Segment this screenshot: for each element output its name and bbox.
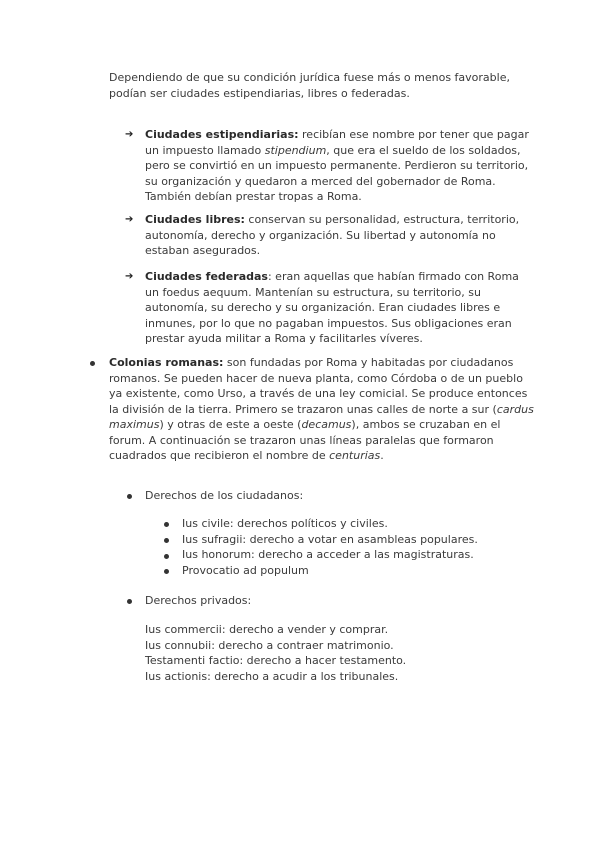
- federadas-text: : eran aquellas que habían firmado con Roma un foedus aequum. Mantenían su estructura, su territorio, su autonomía, su derecho y su organización. Eran ciudades libres e inmunes, por lo que no pagaban impuestos. Sus obligaciones eran prestar ayuda militar a Roma y facilitarles víveres.: [145, 270, 519, 345]
- colonias-italic-2: decamus: [301, 418, 352, 431]
- libres-text: conservan su personalidad, estructura, territorio, autonomía, derecho y organización. Su libertad y autonomía no estaban asegurados.: [145, 213, 520, 257]
- bullet-icon: [164, 538, 169, 543]
- estipendiarias-text-a: recibían ese nombre por tener que pagar un impuesto llamado: [145, 128, 529, 157]
- federadas-title: Ciudades federadas: [145, 270, 268, 283]
- estipendiarias-italic: stipendium: [264, 143, 327, 157]
- bullet-icon: [164, 569, 169, 574]
- colonias-paragraph: [109, 355, 534, 464]
- bullet-icon: [164, 522, 169, 527]
- colonias-italic-1: cardus maximus: [109, 402, 534, 431]
- colonias-text-b: ) y otras de este a oeste (: [159, 418, 302, 431]
- arrow-icon: ➔: [125, 271, 134, 282]
- colonias-title: Colonias romanas:: [109, 356, 224, 369]
- colonias-text-c: ), ambos se cruzaban en el forum. A continuación se trazaron unas líneas paralelas que formaron cuadrados que recibieron el nombre de: [109, 418, 501, 462]
- list-item-estipendiarias: [125, 127, 530, 205]
- libres-title: Ciudades libres:: [145, 213, 245, 226]
- intro-paragraph: Dependiendo de que su condición jurídica fuese más o menos favorable, podían ser ciudades estipendiarias, libres o federadas.: [109, 71, 510, 100]
- derechos-privados-title: Derechos privados:: [145, 594, 252, 607]
- derechos-privados-lines: [145, 622, 406, 684]
- bullet-icon: [164, 554, 169, 559]
- privado-line: Ius actionis: derecho a acudir a los tribunales.: [145, 669, 399, 683]
- arrow-icon: ➔: [125, 129, 134, 140]
- bullet-icon: [90, 361, 95, 366]
- list-item: Provocatio ad populum: [182, 564, 309, 577]
- list-item: Ius sufragii: derecho a votar en asambleas populares.: [182, 533, 478, 546]
- list-item-libres: [125, 212, 530, 259]
- colonias-italic-3: centurias: [329, 449, 381, 462]
- arrow-icon: ➔: [125, 214, 134, 225]
- privado-line: Ius connubii: derecho a contraer matrimonio.: [145, 638, 394, 652]
- privado-line: Testamenti factio: derecho a hacer testamento.: [145, 654, 407, 667]
- list-item-federadas: [125, 269, 530, 347]
- bullet-icon: [127, 494, 132, 499]
- colonias-text-a: son fundadas por Roma y habitadas por ciudadanos romanos. Se pueden hacer de nueva planta, como Córdoba o de un pueblo ya existente, como Urso, a través de una ley comicial. Se produce entonces la división de la tierra. Primero se trazaron unas calles de norte a sur (: [109, 356, 528, 416]
- list-item: Ius honorum: derecho a acceder a las magistraturas.: [182, 548, 474, 561]
- bullet-icon: [127, 599, 132, 604]
- colonias-text-d: .: [380, 449, 384, 462]
- derechos-ciudadanos-title: Derechos de los ciudadanos:: [145, 489, 304, 502]
- estipendiarias-text-b: , que era el sueldo de los soldados, pero se convirtió en un impuesto permanente. Perdieron su territorio, su organización y quedaron a merced del gobernador de Roma. También debían prestar tropas a Roma.: [145, 143, 529, 203]
- estipendiarias-title: Ciudades estipendiarias:: [145, 128, 299, 141]
- privado-line: Ius commercii: derecho a vender y comprar.: [145, 623, 389, 636]
- list-item: Ius civile: derechos políticos y civiles.: [182, 517, 388, 530]
